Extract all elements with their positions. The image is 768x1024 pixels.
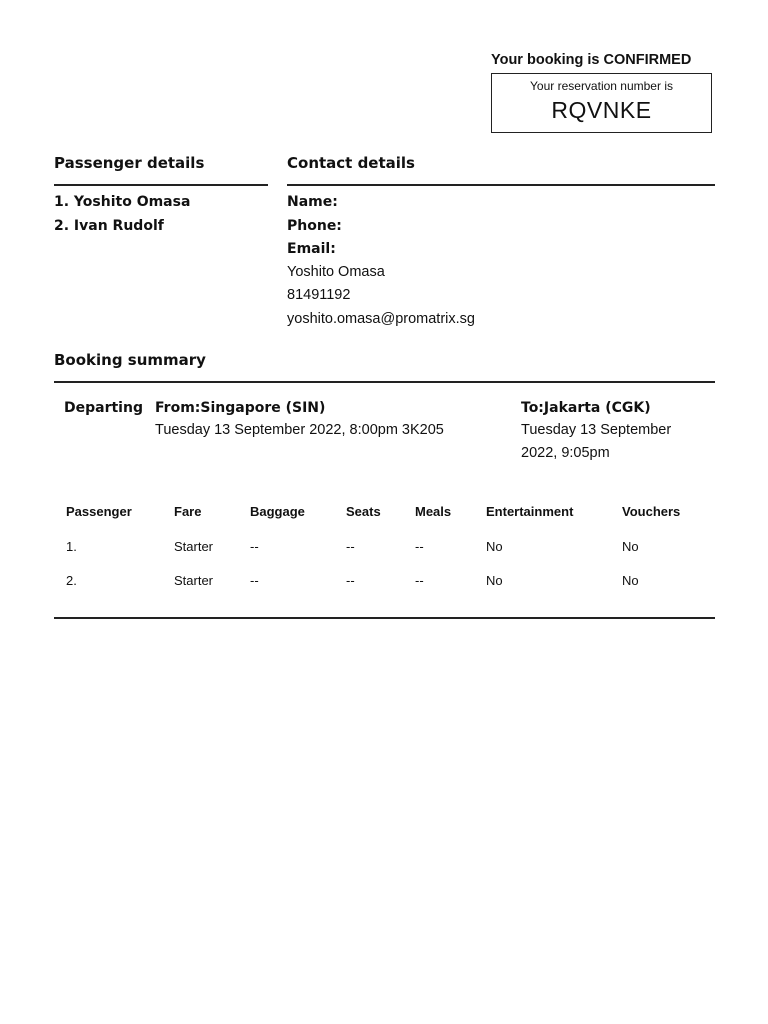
- table-cell: No: [486, 573, 503, 588]
- reservation-number: RQVNKE: [551, 97, 652, 123]
- passenger-details-divider: [54, 184, 268, 186]
- passenger-details-heading: Passenger details: [54, 154, 205, 172]
- reservation-box: [491, 73, 712, 133]
- table-cell: --: [346, 539, 355, 554]
- flight-direction: Departing: [64, 400, 143, 416]
- col-vouchers-header: Vouchers: [622, 504, 681, 519]
- flight-destination: To:Jakarta (CGK): [521, 400, 651, 416]
- flight-departure-detail: Tuesday 13 September 2022, 8:00pm 3K205: [155, 422, 444, 438]
- table-cell: 2.: [66, 573, 77, 588]
- table-bottom-divider: [54, 617, 715, 619]
- contact-email-value: yoshito.omasa@promatrix.sg: [287, 311, 475, 327]
- col-entertainment-header: Entertainment: [486, 504, 574, 519]
- passenger-item: 1. Yoshito Omasa: [54, 194, 191, 210]
- col-fare-header: Fare: [174, 504, 202, 519]
- table-cell: No: [486, 539, 503, 554]
- col-baggage-header: Baggage: [250, 504, 305, 519]
- col-meals-header: Meals: [415, 504, 452, 519]
- table-cell: --: [415, 539, 424, 554]
- flight-arrival-detail: 2022, 9:05pm: [521, 445, 610, 461]
- reservation-label: Your reservation number is: [530, 79, 673, 93]
- contact-details-heading: Contact details: [287, 154, 415, 172]
- flight-arrival-detail: Tuesday 13 September: [521, 422, 672, 438]
- booking-summary-heading: Booking summary: [54, 351, 206, 369]
- contact-details-divider: [287, 184, 715, 186]
- col-seats-header: Seats: [346, 504, 381, 519]
- table-cell: --: [346, 573, 355, 588]
- contact-name-label: Name:: [287, 194, 338, 210]
- col-passenger-header: Passenger: [66, 504, 132, 519]
- table-cell: 1.: [66, 539, 77, 554]
- contact-phone-value: 81491192: [287, 287, 351, 303]
- contact-phone-label: Phone:: [287, 218, 342, 234]
- table-cell: No: [622, 573, 639, 588]
- table-cell: --: [250, 539, 259, 554]
- booking-summary-divider: [54, 381, 715, 383]
- table-cell: No: [622, 539, 639, 554]
- confirmation-status: Your booking is CONFIRMED: [491, 52, 692, 68]
- table-cell: --: [250, 573, 259, 588]
- contact-email-label: Email:: [287, 241, 336, 257]
- table-cell: Starter: [174, 539, 214, 554]
- table-cell: Starter: [174, 573, 214, 588]
- passenger-item: 2. Ivan Rudolf: [54, 218, 164, 234]
- contact-name-value: Yoshito Omasa: [287, 264, 385, 280]
- flight-origin: From:Singapore (SIN): [155, 400, 326, 416]
- table-cell: --: [415, 573, 424, 588]
